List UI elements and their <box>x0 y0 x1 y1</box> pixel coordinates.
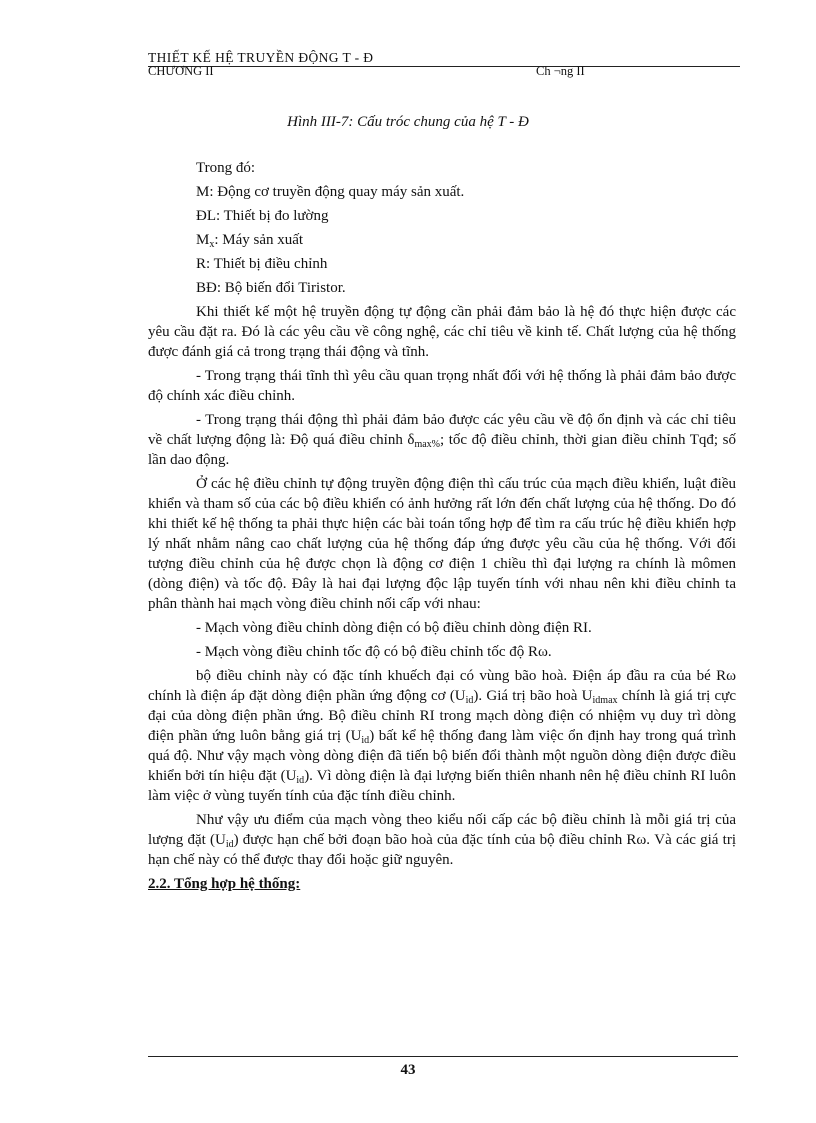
mx-text: : Máy sản xuất <box>214 232 304 248</box>
p5-text-d: ) bất kể hệ thống đang làm việc ổn định hay trong quá trình quá độ. Như vậy mạch vòng dòng điện đã tiến bộ biến đổi thành một nguồn dòng điện được điều khiển bởi tín hiệu đặt (U <box>148 728 736 784</box>
current-loop-item: - Mạch vòng điều chỉnh dòng điện có bộ điều chỉnh dòng điện RI. <box>196 620 592 636</box>
header-chapter-right: Ch ¬ng II <box>536 64 585 78</box>
footer-rule <box>148 1056 738 1057</box>
definition-r: R: Thiết bị điều chỉnh <box>196 256 328 272</box>
header-chapter-left: CHƯƠNG II <box>148 64 214 78</box>
mx-sub: x <box>209 239 215 250</box>
paragraph-control-structure: Ở các hệ điều chỉnh tự động truyền động điện thì cấu trúc của mạch điều khiển, luật điều khiển và tham số của các bộ điều khiển có ảnh hưởng rất lớn đến chất lượng của hệ thống. Do đó khi thiết kế hệ thống ta phải thực hiện các bài toán tổng hợp để tìm ra cấu trúc hệ điều khiển hợp lý nhất nhằm nâng cao chất lượng của hệ thống đáp ứng được yêu cầu của hệ thống. Với đối tượng điều chỉnh của hệ được chọn là động cơ điện 1 chiều thì đại lượng ra chính là mômen (dòng điện) và tốc độ. Đây là hai đại lượng độc lập tuyến tính với nhau nên khi điều chỉnh ta phân thành hai mạch vòng điều chỉnh nối cấp với nhau: <box>148 476 736 612</box>
paragraph-requirements: Khi thiết kế một hệ truyền động tự động cần phải đảm bảo là hệ đó thực hiện được các yêu cầu đặt ra. Đó là các yêu cầu về công nghệ, các chỉ tiêu về kinh tế. Chất lượng của hệ thống được đánh giá cả trong trạng thái động và tĩnh. <box>148 304 736 360</box>
p3-text-a: - Trong trạng thái động thì phải đảm bảo được các yêu cầu về độ ổn định và các chỉ tiêu về chất lượng động là: Độ quá điều chỉnh δ <box>148 412 736 448</box>
paragraph-cascade-advantage <box>148 810 736 870</box>
definition-mx <box>148 230 736 250</box>
speed-loop-item: - Mạch vòng điều chỉnh tốc độ có bộ điều chỉnh tốc độ Rω. <box>196 644 552 660</box>
definition-bd: BĐ: Bộ biến đổi Tiristor. <box>196 280 346 296</box>
intro-line: Trong đó: <box>196 160 256 176</box>
main-content <box>148 158 736 894</box>
p3-sub: max% <box>414 439 441 450</box>
p6-sub: id <box>225 839 234 850</box>
p5-sub-1: id <box>465 695 474 706</box>
page-header <box>148 50 740 81</box>
section-heading: 2.2. Tổng hợp hệ thống: <box>148 876 301 892</box>
paragraph-dynamic-state <box>148 410 736 470</box>
definition-dl: ĐL: Thiết bị đo lường <box>196 208 329 224</box>
p5-sub-3: id <box>361 735 370 746</box>
p5-text-b: ). Giá trị bão hoà U <box>473 688 593 704</box>
p5-sub-2: idmax <box>592 695 618 706</box>
p5-text-a: bộ điều chỉnh này có đặc tính khuếch đại có vùng bão hoà. Điện áp đầu ra của bé Rω chính là điện áp đặt dòng điện phần ứng động cơ (U <box>148 668 736 704</box>
header-title: THIẾT KẾ HỆ TRUYỀN ĐỘNG T - Đ <box>148 50 374 65</box>
page-number: 43 <box>400 1062 416 1078</box>
definition-m: M: Động cơ truyền động quay máy sản xuất. <box>196 184 465 200</box>
p6-text-a: Như vậy ưu điểm của mạch vòng theo kiểu nối cấp các bộ điều chỉnh là mỗi giá trị của lượng đặt (U <box>148 812 736 848</box>
p6-text-b: ) được hạn chế bởi đoạn bão hoà của đặc tính của bộ điều chỉnh Rω. Và các giá trị hạn chế này có thể được thay đổi hoặc giữ nguyên. <box>148 832 736 868</box>
paragraph-saturation <box>148 666 736 806</box>
p5-text-e: ). Vì dòng điện là đại lượng biến thiên nhanh nên hệ điều chỉnh RI luôn làm việc ở vùng tuyến tính của đặc tính điều chỉnh. <box>148 768 736 804</box>
mx-base: M <box>196 232 210 248</box>
p3-text-b: ; tốc độ điều chỉnh, thời gian điều chỉnh Tqđ; số lần dao động. <box>148 432 736 468</box>
header-chapter-row <box>148 64 740 81</box>
paragraph-static-state: - Trong trạng thái tĩnh thì yêu cầu quan trọng nhất đối với hệ thống là phải đảm bảo được độ chính xác điều chỉnh. <box>148 368 736 404</box>
figure-caption: Hình III-7: Cấu tróc chung của hệ T - Đ <box>287 114 529 130</box>
p5-sub-4: id <box>296 775 305 786</box>
p5-text-c: chính là giá trị cực đại của dòng điện phần ứng. Bộ điều chỉnh RI trong mạch dòng điện có nhiệm vụ duy trì dòng điện phần ứng luôn bằng giá trị (U <box>148 688 736 744</box>
